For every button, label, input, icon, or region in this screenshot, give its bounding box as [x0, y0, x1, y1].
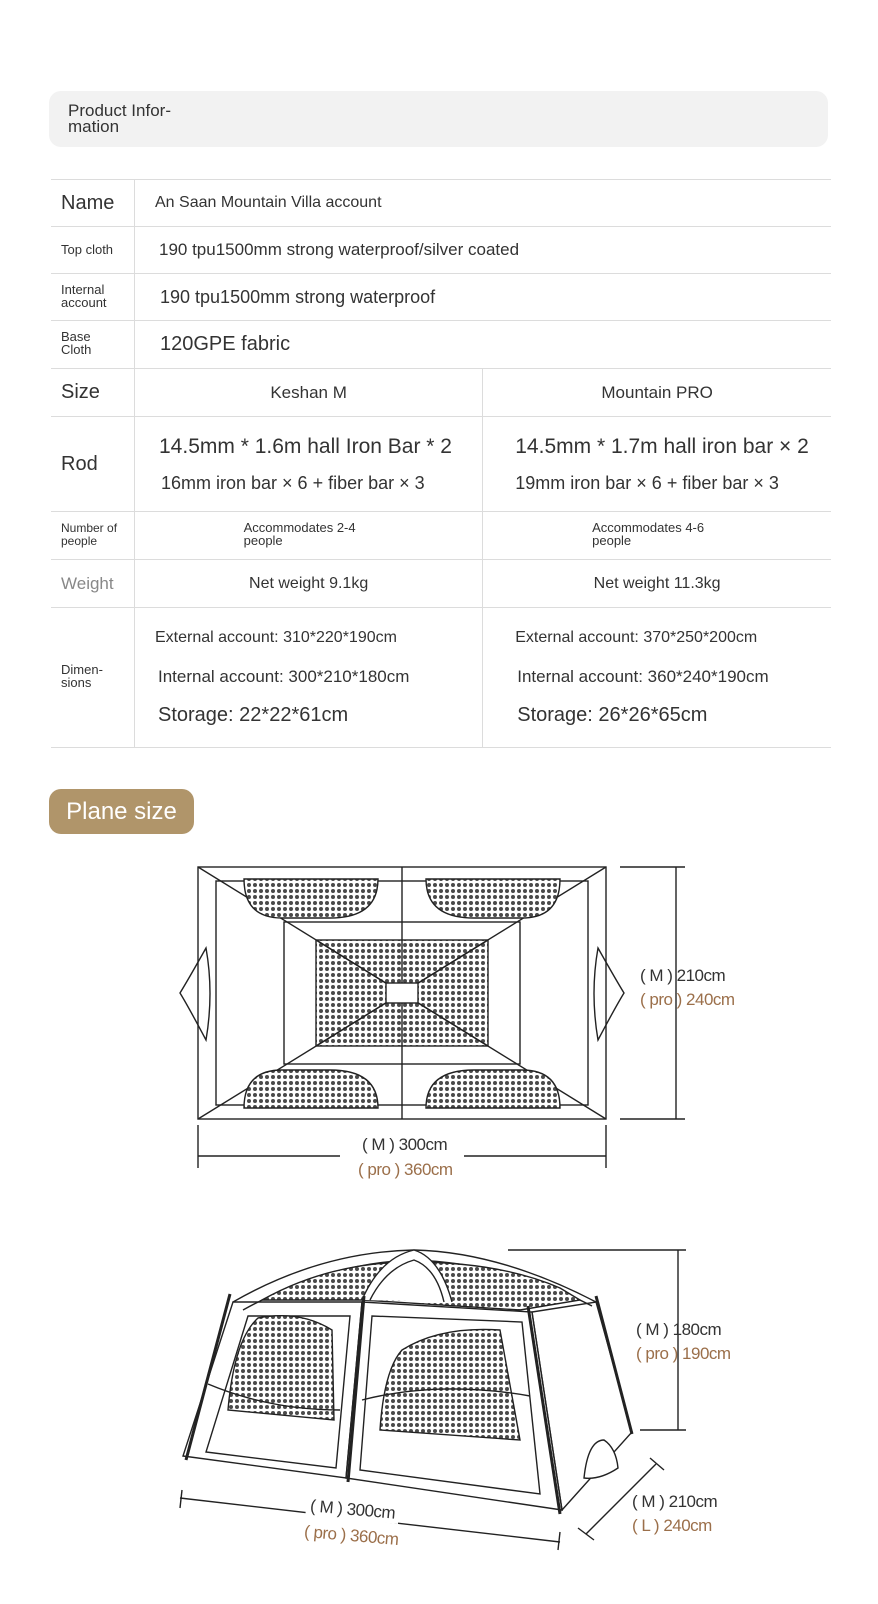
- label-dimensions: Dimen- sions: [61, 662, 103, 690]
- value-top-cloth: 190 tpu1500mm strong waterproof/silver coated: [159, 240, 520, 259]
- tent-side-view: [180, 1250, 686, 1550]
- side-length-m: ( M ) 300cm: [305, 1496, 400, 1524]
- top-depth-m: ( M ) 210cm: [640, 966, 726, 985]
- side-height-pro: ( pro ) 190cm: [636, 1344, 731, 1363]
- dims-b-storage: Storage: 26*26*65cm: [517, 703, 708, 726]
- size-col-a: Keshan M: [270, 382, 347, 402]
- weight-a: Net weight 9.1kg: [249, 574, 369, 592]
- label-people: Number of people: [61, 520, 118, 548]
- tent-top-view: [180, 867, 685, 1168]
- value-base: 120GPE fabric: [160, 333, 291, 355]
- top-width-pro: ( pro ) 360cm: [358, 1160, 453, 1179]
- plane-size-badge: Plane size: [49, 789, 194, 834]
- side-depth-m: ( M ) 210cm: [632, 1492, 718, 1511]
- weight-b: Net weight 11.3kg: [593, 574, 721, 592]
- dims-a-storage: Storage: 22*22*61cm: [158, 703, 349, 726]
- rod-b-line2: 19mm iron bar × 6 + fiber bar × 3: [515, 472, 779, 493]
- label-name: Name: [61, 191, 115, 214]
- top-width-m: ( M ) 300cm: [358, 1135, 451, 1155]
- label-top-cloth: Top cloth: [61, 242, 114, 257]
- size-col-b: Mountain PRO: [601, 382, 713, 402]
- product-info-title: Product Infor- mation: [68, 101, 171, 136]
- label-rod: Rod: [61, 452, 98, 475]
- label-internal: Internal account: [61, 281, 107, 310]
- rod-a-line2: 16mm iron bar × 6 + fiber bar × 3: [161, 472, 425, 493]
- label-size: Size: [61, 381, 100, 403]
- dims-a-external: External account: 310*220*190cm: [155, 628, 397, 646]
- top-depth-pro: ( pro ) 240cm: [640, 990, 735, 1009]
- value-name: An Saan Mountain Villa account: [155, 194, 382, 211]
- side-height-m: ( M ) 180cm: [636, 1320, 722, 1339]
- dims-b-external: External account: 370*250*200cm: [515, 628, 758, 646]
- rod-a-line1: 14.5mm * 1.6m hall Iron Bar * 2: [159, 434, 452, 458]
- side-length-pro: ( pro ) 360cm: [303, 1521, 400, 1550]
- dims-b-internal: Internal account: 360*240*190cm: [517, 666, 769, 686]
- side-depth-l: ( L ) 240cm: [632, 1516, 712, 1535]
- value-internal: 190 tpu1500mm strong waterproof: [160, 286, 436, 307]
- label-base: Base Cloth: [61, 329, 92, 357]
- people-b: Accommodates 4-6 people: [592, 520, 705, 548]
- rod-b-line1: 14.5mm * 1.7m hall iron bar × 2: [515, 434, 809, 458]
- label-weight: Weight: [61, 573, 114, 593]
- dims-a-internal: Internal account: 300*210*180cm: [158, 666, 410, 686]
- people-a: Accommodates 2-4 people: [243, 520, 356, 548]
